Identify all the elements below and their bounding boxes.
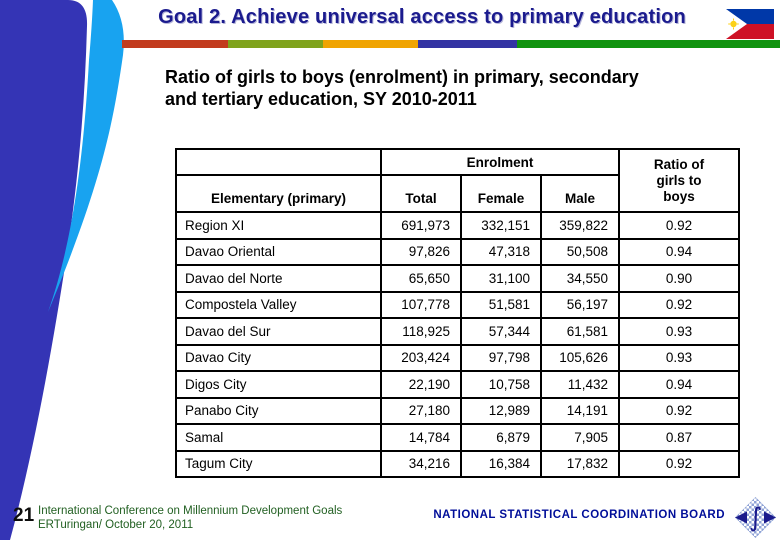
conference-line-1: International Conference on Millennium Development Goals bbox=[38, 505, 343, 517]
ratio-cell: 0.87 bbox=[619, 424, 739, 451]
elementary-column-header: Elementary (primary) bbox=[176, 175, 381, 212]
table-body bbox=[176, 212, 739, 477]
table-row bbox=[176, 239, 739, 266]
female-column-header: Female bbox=[461, 175, 541, 212]
male-column-header: Male bbox=[541, 175, 619, 212]
male-cell: 105,626 bbox=[541, 345, 619, 372]
ratio-cell: 0.92 bbox=[619, 212, 739, 239]
enrolment-table bbox=[175, 148, 740, 478]
total-cell: 107,778 bbox=[381, 292, 461, 319]
ratio-cell: 0.92 bbox=[619, 292, 739, 319]
male-cell: 56,197 bbox=[541, 292, 619, 319]
table-row bbox=[176, 212, 739, 239]
table-row bbox=[176, 318, 739, 345]
region-cell: Region XI bbox=[176, 212, 381, 239]
region-cell: Digos City bbox=[176, 371, 381, 398]
female-cell: 16,384 bbox=[461, 451, 541, 478]
female-cell: 51,581 bbox=[461, 292, 541, 319]
total-cell: 691,973 bbox=[381, 212, 461, 239]
region-cell: Compostela Valley bbox=[176, 292, 381, 319]
organization-name: NATIONAL STATISTICAL COORDINATION BOARD bbox=[433, 509, 725, 521]
female-cell: 332,151 bbox=[461, 212, 541, 239]
ratio-cell: 0.93 bbox=[619, 345, 739, 372]
slide-title: Goal 2. Achieve universal access to primary education bbox=[158, 6, 686, 28]
male-cell: 17,832 bbox=[541, 451, 619, 478]
region-cell: Davao City bbox=[176, 345, 381, 372]
male-cell: 50,508 bbox=[541, 239, 619, 266]
female-cell: 57,344 bbox=[461, 318, 541, 345]
region-cell: Samal bbox=[176, 424, 381, 451]
total-cell: 97,826 bbox=[381, 239, 461, 266]
ratio-cell: 0.92 bbox=[619, 398, 739, 425]
female-cell: 31,100 bbox=[461, 265, 541, 292]
female-cell: 12,989 bbox=[461, 398, 541, 425]
ratio-cell: 0.94 bbox=[619, 371, 739, 398]
slide-number: 21 bbox=[13, 505, 35, 526]
total-cell: 27,180 bbox=[381, 398, 461, 425]
ratio-cell: 0.90 bbox=[619, 265, 739, 292]
male-cell: 34,550 bbox=[541, 265, 619, 292]
philippine-flag-icon bbox=[726, 9, 774, 39]
dark-blue-swoosh bbox=[0, 0, 87, 540]
region-cell: Davao Oriental bbox=[176, 239, 381, 266]
female-cell: 6,879 bbox=[461, 424, 541, 451]
table-row bbox=[176, 265, 739, 292]
male-cell: 14,191 bbox=[541, 398, 619, 425]
female-cell: 10,758 bbox=[461, 371, 541, 398]
accent-bar bbox=[122, 40, 780, 48]
ratio-column-header: Ratio of girls to boys bbox=[619, 149, 739, 212]
region-cell: Panabo City bbox=[176, 398, 381, 425]
accent-bar-segment bbox=[323, 40, 418, 48]
ratio-cell: 0.93 bbox=[619, 318, 739, 345]
table-row bbox=[176, 345, 739, 372]
total-cell: 65,650 bbox=[381, 265, 461, 292]
total-cell: 34,216 bbox=[381, 451, 461, 478]
table-row bbox=[176, 371, 739, 398]
male-cell: 11,432 bbox=[541, 371, 619, 398]
accent-bar-segment bbox=[122, 40, 228, 48]
empty-header-cell bbox=[176, 149, 381, 175]
ratio-cell: 0.94 bbox=[619, 239, 739, 266]
ratio-cell: 0.92 bbox=[619, 451, 739, 478]
nscb-logo bbox=[734, 496, 777, 539]
table-row bbox=[176, 424, 739, 451]
accent-bar-segment bbox=[418, 40, 517, 48]
conference-line-2: ERTuringan/ October 20, 2011 bbox=[38, 518, 194, 531]
region-cell: Tagum City bbox=[176, 451, 381, 478]
region-cell: Davao del Sur bbox=[176, 318, 381, 345]
subtitle-line-2: and tertiary education, SY 2010-2011 bbox=[165, 89, 477, 109]
enrolment-group-header: Enrolment bbox=[381, 149, 619, 175]
table-row bbox=[176, 398, 739, 425]
total-cell: 118,925 bbox=[381, 318, 461, 345]
left-decoration bbox=[0, 0, 140, 540]
male-cell: 61,581 bbox=[541, 318, 619, 345]
total-cell: 203,424 bbox=[381, 345, 461, 372]
female-cell: 47,318 bbox=[461, 239, 541, 266]
total-cell: 22,190 bbox=[381, 371, 461, 398]
table-row bbox=[176, 292, 739, 319]
male-cell: 359,822 bbox=[541, 212, 619, 239]
table-row bbox=[176, 451, 739, 478]
total-column-header: Total bbox=[381, 175, 461, 212]
accent-bar-segment bbox=[517, 40, 780, 48]
female-cell: 97,798 bbox=[461, 345, 541, 372]
subtitle-line-1: Ratio of girls to boys (enrolment) in primary, secondary bbox=[165, 67, 639, 87]
total-cell: 14,784 bbox=[381, 424, 461, 451]
male-cell: 7,905 bbox=[541, 424, 619, 451]
region-cell: Davao del Norte bbox=[176, 265, 381, 292]
accent-bar-segment bbox=[228, 40, 323, 48]
svg-text:∫: ∫ bbox=[748, 503, 763, 533]
chart-subtitle bbox=[165, 66, 639, 110]
conference-credit bbox=[38, 505, 342, 532]
